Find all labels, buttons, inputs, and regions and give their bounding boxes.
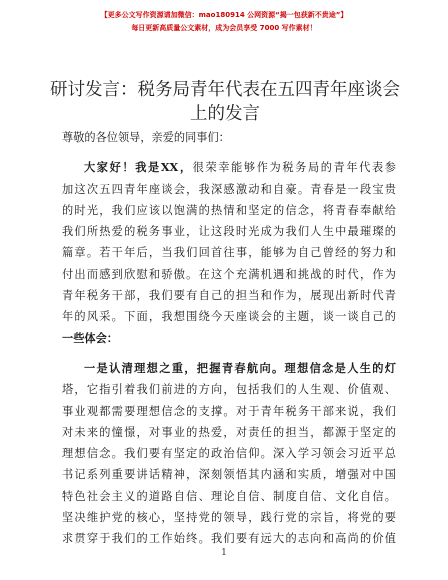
bold-heading-point-1: 一是认清理想之重，把握青春航向。 [84, 360, 285, 375]
salutation: 尊敬的各位领导，亲爱的同事们： [62, 131, 230, 144]
paragraph-line: 付出而感到欣慰和骄傲。在这个充满机遇和挑战的时代，作为 [62, 267, 396, 281]
paragraph-line: 加这次五四青年座谈会，我深感激动和自豪。青春是一段宝贵 [62, 182, 396, 196]
line-text: 很荣幸能够作为税务局的青年代表参 [192, 161, 396, 175]
paragraph-line: 青年税务干部，我们要有自己的担当和作为，展现出新时代青 [62, 289, 396, 303]
top-banner-line-1: 【更多公文写作资源请加微信：mao180914 公网资源“揭一包获新不贵途”】 [100, 11, 348, 19]
paragraph-line: 对未来的憧憬，对事业的热爱，对责任的担当，都源于坚定的 [62, 425, 396, 439]
document-body [62, 127, 396, 550]
paragraph-line [62, 328, 396, 349]
paragraph-line: 年的风采。下面，我想围绕今天座谈会的主题，谈一谈自己的 [62, 310, 396, 324]
paragraph-2 [62, 358, 396, 550]
paragraph-line: 我们所热爱的税务事业，让这段时光成为我们人生中最璀璨的 [62, 225, 396, 239]
paragraph-line: 坚决维护党的核心，坚持党的领导，践行党的宗旨，将党的要 [62, 511, 396, 525]
top-banner-line-2: 每日更新高质量公文素材，成为会员享受 7000 写作素材！ [131, 24, 317, 32]
page-number: 1 [221, 548, 227, 558]
bold-sentence: 理想信念是人生的灯 [284, 360, 396, 375]
paragraph-line: 的时光，我们应该以饱满的热情和坚定的信念，将青春奉献给 [62, 203, 396, 217]
title-line-1: 研讨发言：税务局青年代表在五四青年座谈会 [50, 80, 400, 100]
document-title [40, 78, 410, 126]
paragraph-1 [62, 157, 396, 349]
paragraph-line: 塔，它指引着我们前进的方向，包括我们的人生观、价值观、 [62, 383, 396, 397]
paragraph-line [62, 358, 396, 379]
paragraph-line: 特色社会主义的道路自信、理论自信、制度自信、文化自信。 [62, 489, 396, 503]
paragraph-line [62, 157, 396, 178]
line-text: 一些体会： [62, 330, 118, 345]
paragraph-line: 书记系列重要讲话精神，深刻领悟其内涵和实质，增强对中国 [62, 468, 396, 482]
paragraph-line: 求贯穿于我们的工作始终。我们要有远大的志向和高尚的价值 [62, 532, 396, 546]
bold-greeting: 大家好！我是XX， [84, 160, 193, 175]
paragraph-line: 事业观都需要理想信念的支撑。对于青年税务干部来说，我们 [62, 404, 396, 418]
title-line-2: 上的发言 [190, 104, 260, 124]
paragraph-line: 理想信念。我们要有坚定的政治信仰。深入学习领会习近平总 [62, 447, 396, 461]
paragraph-line: 篇章。若干年后，当我们回首往事，能够为自己曾经的努力和 [62, 246, 396, 260]
